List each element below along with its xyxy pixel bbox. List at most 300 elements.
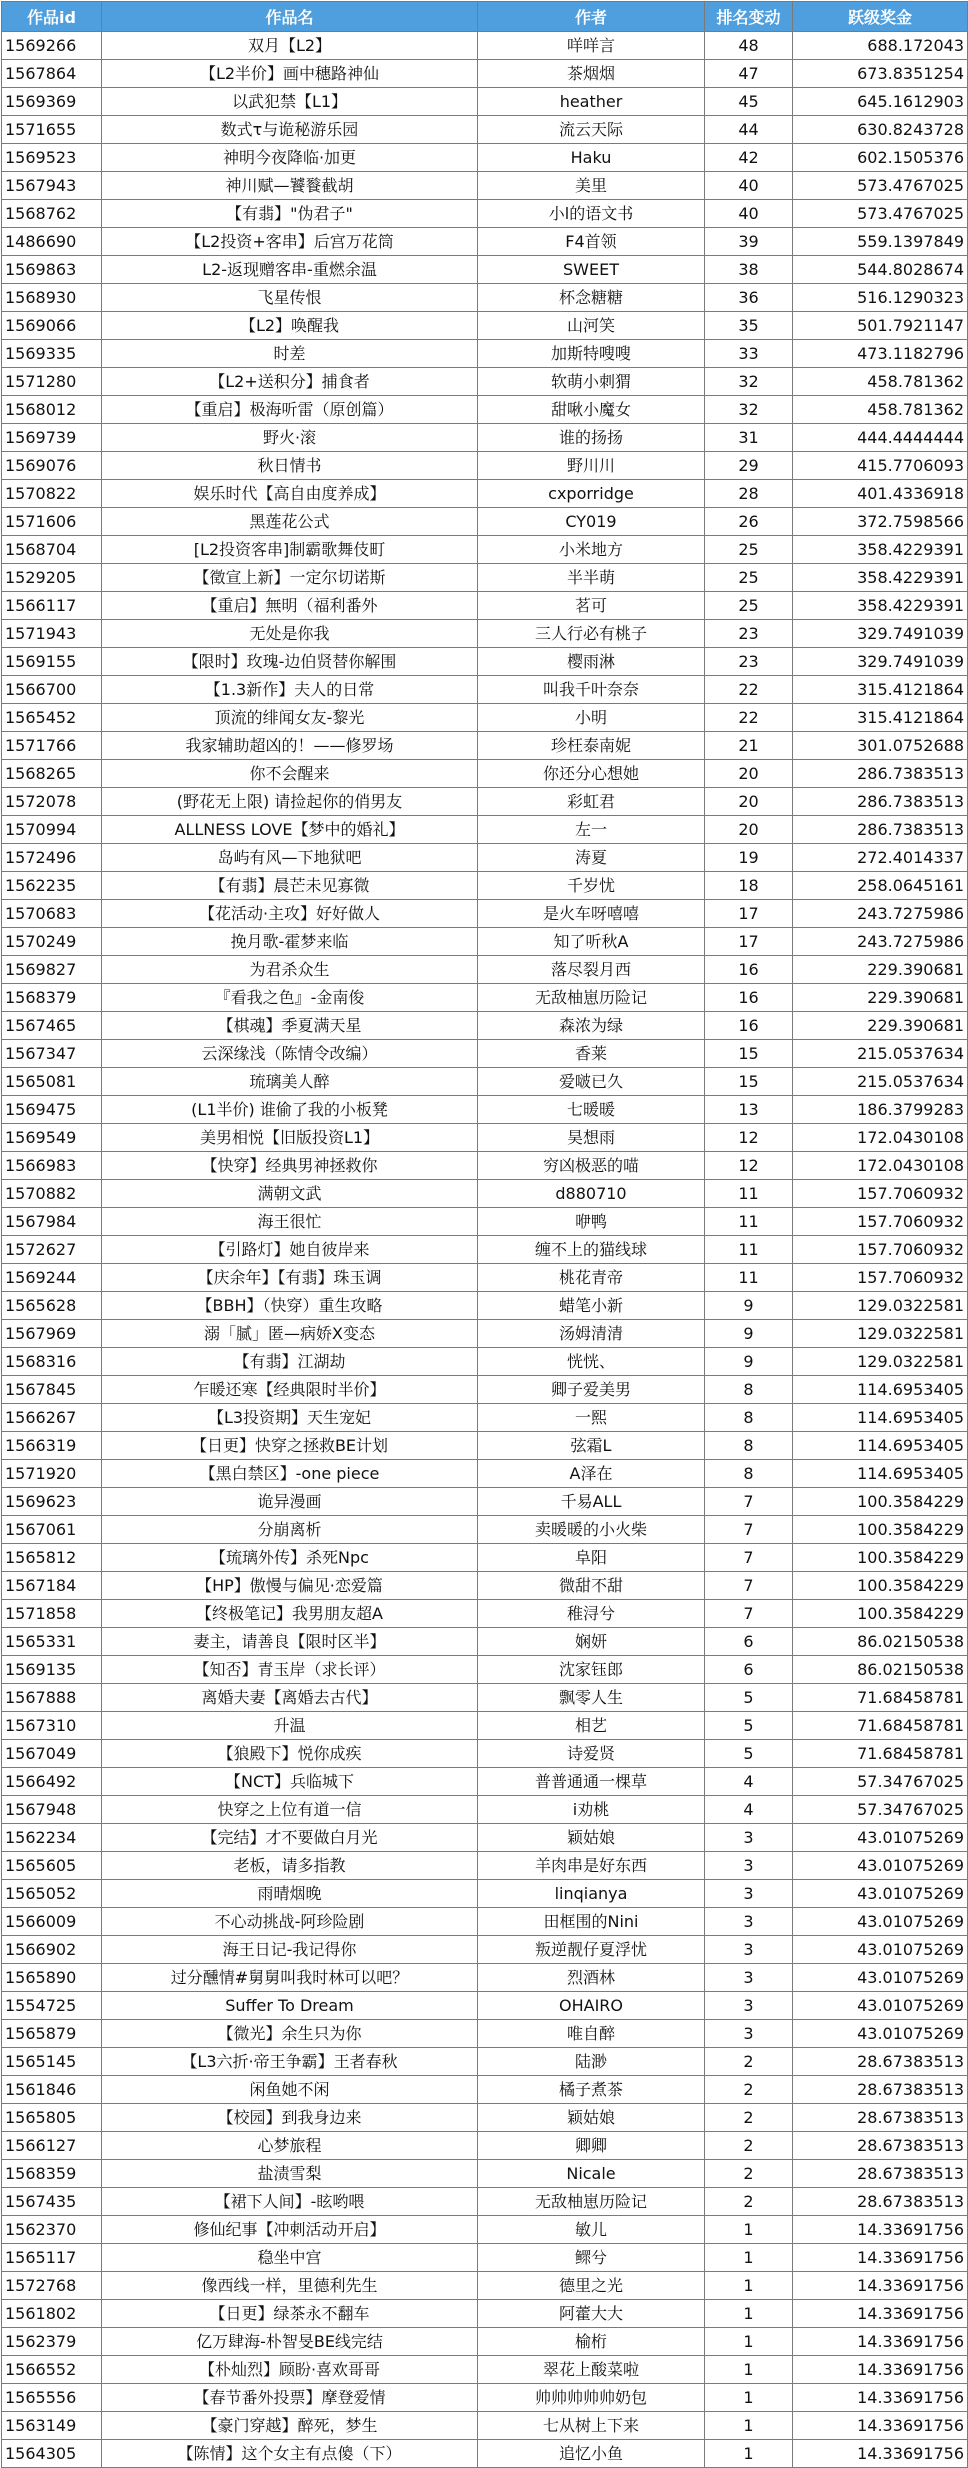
rank-change-cell: 8: [705, 1404, 793, 1432]
work-title-cell: 娱乐时代【高自由度养成】: [102, 480, 478, 508]
rank-change-cell: 1: [705, 2272, 793, 2300]
rank-change-cell: 12: [705, 1152, 793, 1180]
author-cell: 沈家钰郎: [478, 1656, 705, 1684]
author-cell: 叛逆靓仔夏浮忧: [478, 1936, 705, 1964]
work-id-cell: 1567049: [2, 1740, 102, 1768]
rank-change-cell: 11: [705, 1208, 793, 1236]
author-cell: 娴妍: [478, 1628, 705, 1656]
table-row: [2, 2440, 968, 2468]
rank-change-cell: 11: [705, 1236, 793, 1264]
prize-cell: 272.4014337: [793, 844, 968, 872]
work-id-cell: 1569523: [2, 144, 102, 172]
prize-cell: 243.7275986: [793, 928, 968, 956]
work-id-cell: 1569135: [2, 1656, 102, 1684]
table-row: [2, 1376, 968, 1404]
rank-change-cell: 25: [705, 592, 793, 620]
work-id-cell: 1569266: [2, 32, 102, 60]
work-title-cell: 妻主，请善良【限时区半】: [102, 1628, 478, 1656]
work-id-cell: 1571766: [2, 732, 102, 760]
rank-change-cell: 25: [705, 536, 793, 564]
author-cell: 甜啾小魔女: [478, 396, 705, 424]
prize-cell: 157.7060932: [793, 1208, 968, 1236]
work-title-cell: 不心动挑战-阿珍险剧: [102, 1908, 478, 1936]
author-cell: F4首领: [478, 228, 705, 256]
author-cell: cxporridge: [478, 480, 705, 508]
work-title-cell: 双月【L2】: [102, 32, 478, 60]
author-cell: heather: [478, 88, 705, 116]
rank-change-cell: 17: [705, 900, 793, 928]
table-row: [2, 2132, 968, 2160]
author-cell: 知了听秋A: [478, 928, 705, 956]
work-title-cell: 亿万肆海-朴智旻BE线完结: [102, 2328, 478, 2356]
work-id-cell: 1565117: [2, 2244, 102, 2272]
prize-cell: 688.172043: [793, 32, 968, 60]
work-id-cell: 1567943: [2, 172, 102, 200]
rank-change-cell: 2: [705, 2160, 793, 2188]
author-cell: 森浓为绿: [478, 1012, 705, 1040]
work-title-cell: 过分醺情#舅舅叫我时林可以吧？: [102, 1964, 478, 1992]
work-id-cell: 1569335: [2, 340, 102, 368]
work-title-cell: [L2投资客串]制霸歌舞伎町: [102, 536, 478, 564]
work-title-cell: 【重启】無明（福利番外: [102, 592, 478, 620]
work-id-cell: 1569827: [2, 956, 102, 984]
prize-cell: 215.0537634: [793, 1068, 968, 1096]
prize-cell: 286.7383513: [793, 760, 968, 788]
rank-change-cell: 38: [705, 256, 793, 284]
table-row: [2, 2244, 968, 2272]
prize-cell: 86.02150538: [793, 1656, 968, 1684]
rank-change-cell: 2: [705, 2104, 793, 2132]
header-row: [2, 2, 968, 32]
work-id-cell: 1569066: [2, 312, 102, 340]
table-row: [2, 480, 968, 508]
work-id-cell: 1570994: [2, 816, 102, 844]
table-row: [2, 1712, 968, 1740]
rank-change-cell: 1: [705, 2216, 793, 2244]
work-title-cell: 快穿之上位有道一信: [102, 1796, 478, 1824]
work-id-cell: 1569475: [2, 1096, 102, 1124]
author-cell: CY019: [478, 508, 705, 536]
rank-change-cell: 3: [705, 1824, 793, 1852]
work-title-cell: 【微光】余生只为你: [102, 2020, 478, 2048]
table-row: [2, 1292, 968, 1320]
author-cell: 流云天际: [478, 116, 705, 144]
work-title-cell: 【朴灿烈】顾盼·喜欢哥哥: [102, 2356, 478, 2384]
prize-cell: 114.6953405: [793, 1432, 968, 1460]
work-id-cell: 1571606: [2, 508, 102, 536]
table-row: [2, 536, 968, 564]
work-title-cell: 【庆余年】【有翡】珠玉调: [102, 1264, 478, 1292]
rank-change-cell: 1: [705, 2412, 793, 2440]
work-id-cell: 1567864: [2, 60, 102, 88]
prize-cell: 329.7491039: [793, 648, 968, 676]
author-cell: 茶烟烟: [478, 60, 705, 88]
author-cell: 千岁忧: [478, 872, 705, 900]
work-id-cell: 1554725: [2, 1992, 102, 2020]
prize-cell: 100.3584229: [793, 1488, 968, 1516]
rank-change-cell: 7: [705, 1516, 793, 1544]
work-id-cell: 1570882: [2, 1180, 102, 1208]
work-title-cell: 【L3六折·帝王争霸】王者春秋: [102, 2048, 478, 2076]
work-title-cell: 【校园】到我身边来: [102, 2104, 478, 2132]
work-id-cell: 1565145: [2, 2048, 102, 2076]
prize-cell: 129.0322581: [793, 1348, 968, 1376]
table-row: [2, 1488, 968, 1516]
table-row: [2, 2272, 968, 2300]
prize-cell: 157.7060932: [793, 1180, 968, 1208]
work-id-cell: 1565052: [2, 1880, 102, 1908]
work-title-cell: 【知否】青玉岸（求长评）: [102, 1656, 478, 1684]
work-title-cell: 升温: [102, 1712, 478, 1740]
table-row: [2, 564, 968, 592]
prize-cell: 258.0645161: [793, 872, 968, 900]
rank-change-cell: 20: [705, 788, 793, 816]
prize-cell: 315.4121864: [793, 704, 968, 732]
rank-change-cell: 4: [705, 1768, 793, 1796]
table-row: [2, 928, 968, 956]
rank-change-cell: 6: [705, 1628, 793, 1656]
work-id-cell: 1567184: [2, 1572, 102, 1600]
author-cell: 鳏兮: [478, 2244, 705, 2272]
table-row: [2, 704, 968, 732]
rank-change-cell: 23: [705, 648, 793, 676]
rank-change-cell: 11: [705, 1180, 793, 1208]
table-row: [2, 1348, 968, 1376]
header-title: 作品名: [102, 2, 478, 32]
work-title-cell: Suffer To Dream: [102, 1992, 478, 2020]
rank-change-cell: 7: [705, 1488, 793, 1516]
prize-cell: 157.7060932: [793, 1236, 968, 1264]
work-id-cell: 1569244: [2, 1264, 102, 1292]
prize-cell: 501.7921147: [793, 312, 968, 340]
rank-change-cell: 35: [705, 312, 793, 340]
table-row: [2, 732, 968, 760]
rank-change-cell: 20: [705, 760, 793, 788]
rank-change-cell: 9: [705, 1292, 793, 1320]
author-cell: 诗爱贤: [478, 1740, 705, 1768]
work-title-cell: 岛屿有风—下地狱吧: [102, 844, 478, 872]
prize-cell: 602.1505376: [793, 144, 968, 172]
rank-change-cell: 9: [705, 1348, 793, 1376]
table-row: [2, 1096, 968, 1124]
table-row: [2, 2160, 968, 2188]
rank-change-cell: 33: [705, 340, 793, 368]
rank-change-cell: 7: [705, 1544, 793, 1572]
table-row: [2, 1208, 968, 1236]
table-row: [2, 256, 968, 284]
author-cell: 小米地方: [478, 536, 705, 564]
author-cell: 普普通通一棵草: [478, 1768, 705, 1796]
author-cell: A泽在: [478, 1460, 705, 1488]
work-id-cell: 1564305: [2, 2440, 102, 2468]
work-title-cell: 【引路灯】她自彼岸来: [102, 1236, 478, 1264]
author-cell: 山河笑: [478, 312, 705, 340]
table-header: [2, 2, 968, 32]
work-title-cell: L2-返现赠客串-重燃余温: [102, 256, 478, 284]
rank-change-cell: 21: [705, 732, 793, 760]
header-prize: 跃级奖金: [793, 2, 968, 32]
work-title-cell: 神明今夜降临·加更: [102, 144, 478, 172]
table-row: [2, 340, 968, 368]
author-cell: 小l的语文书: [478, 200, 705, 228]
table-row: [2, 872, 968, 900]
work-id-cell: 1566319: [2, 1432, 102, 1460]
work-title-cell: 【日更】绿茶永不翻车: [102, 2300, 478, 2328]
work-id-cell: 1565879: [2, 2020, 102, 2048]
work-id-cell: 1568704: [2, 536, 102, 564]
rank-change-cell: 16: [705, 984, 793, 1012]
prize-cell: 14.33691756: [793, 2300, 968, 2328]
work-title-cell: 【完结】才不要做白月光: [102, 1824, 478, 1852]
rank-change-cell: 3: [705, 1908, 793, 1936]
prize-cell: 444.4444444: [793, 424, 968, 452]
table-row: [2, 1880, 968, 1908]
rank-change-cell: 11: [705, 1264, 793, 1292]
author-cell: 软萌小刺猬: [478, 368, 705, 396]
work-id-cell: 1486690: [2, 228, 102, 256]
work-id-cell: 1567347: [2, 1040, 102, 1068]
rank-change-cell: 8: [705, 1432, 793, 1460]
prize-cell: 28.67383513: [793, 2104, 968, 2132]
prize-cell: 329.7491039: [793, 620, 968, 648]
table-row: [2, 2104, 968, 2132]
rank-change-cell: 1: [705, 2440, 793, 2468]
work-id-cell: 1566552: [2, 2356, 102, 2384]
table-row: [2, 2384, 968, 2412]
prize-cell: 129.0322581: [793, 1292, 968, 1320]
work-title-cell: 黑莲花公式: [102, 508, 478, 536]
author-cell: 帅帅帅帅帅奶包: [478, 2384, 705, 2412]
table-row: [2, 312, 968, 340]
prize-cell: 243.7275986: [793, 900, 968, 928]
author-cell: 樱雨淋: [478, 648, 705, 676]
work-title-cell: 稳坐中宫: [102, 2244, 478, 2272]
work-id-cell: 1566267: [2, 1404, 102, 1432]
rank-change-cell: 3: [705, 2020, 793, 2048]
author-cell: 桃花青帝: [478, 1264, 705, 1292]
table-row: [2, 88, 968, 116]
author-cell: 田框围的Nini: [478, 1908, 705, 1936]
table-row: [2, 760, 968, 788]
author-cell: 无敌柚崽历险记: [478, 984, 705, 1012]
author-cell: 左一: [478, 816, 705, 844]
prize-cell: 71.68458781: [793, 1712, 968, 1740]
work-id-cell: 1567061: [2, 1516, 102, 1544]
work-id-cell: 1568762: [2, 200, 102, 228]
prize-cell: 573.4767025: [793, 172, 968, 200]
table-body: [2, 32, 968, 2468]
author-cell: 陆渺: [478, 2048, 705, 2076]
author-cell: 涛夏: [478, 844, 705, 872]
prize-cell: 645.1612903: [793, 88, 968, 116]
prize-cell: 43.01075269: [793, 1880, 968, 1908]
table-row: [2, 32, 968, 60]
table-row: [2, 676, 968, 704]
author-cell: 茗可: [478, 592, 705, 620]
work-title-cell: 时差: [102, 340, 478, 368]
rank-change-cell: 18: [705, 872, 793, 900]
rank-change-cell: 4: [705, 1796, 793, 1824]
table-row: [2, 900, 968, 928]
work-title-cell: 【棋魂】季夏满天星: [102, 1012, 478, 1040]
table-row: [2, 1012, 968, 1040]
table-row: [2, 508, 968, 536]
work-title-cell: 【NCT】兵临城下: [102, 1768, 478, 1796]
work-id-cell: 1566127: [2, 2132, 102, 2160]
author-cell: 烈酒林: [478, 1964, 705, 1992]
prize-cell: 43.01075269: [793, 2020, 968, 2048]
work-title-cell: 满朝文武: [102, 1180, 478, 1208]
work-title-cell: 【L3投资期】天生宠妃: [102, 1404, 478, 1432]
work-id-cell: 1567845: [2, 1376, 102, 1404]
work-id-cell: 1572496: [2, 844, 102, 872]
rank-change-cell: 29: [705, 452, 793, 480]
work-id-cell: 1569155: [2, 648, 102, 676]
prize-cell: 57.34767025: [793, 1796, 968, 1824]
work-title-cell: 分崩离析: [102, 1516, 478, 1544]
work-title-cell: 【徵宣上新】一定尔切诺斯: [102, 564, 478, 592]
work-title-cell: 【BBH】（快穿）重生攻略: [102, 1292, 478, 1320]
author-cell: 你还分心想她: [478, 760, 705, 788]
author-cell: 是火车呀嘻嘻: [478, 900, 705, 928]
author-cell: 羊肉串是好东西: [478, 1852, 705, 1880]
author-cell: 半半萌: [478, 564, 705, 592]
header-author: 作者: [478, 2, 705, 32]
table-row: [2, 2020, 968, 2048]
work-id-cell: 1567888: [2, 1684, 102, 1712]
work-id-cell: 1568265: [2, 760, 102, 788]
work-title-cell: 雨晴烟晚: [102, 1880, 478, 1908]
work-title-cell: 秋日情书: [102, 452, 478, 480]
table-row: [2, 956, 968, 984]
prize-cell: 43.01075269: [793, 1824, 968, 1852]
work-title-cell: 【L2】唤醒我: [102, 312, 478, 340]
table-row: [2, 2076, 968, 2104]
author-cell: 加斯特嗖嗖: [478, 340, 705, 368]
author-cell: 稚浔兮: [478, 1600, 705, 1628]
prize-cell: 14.33691756: [793, 2384, 968, 2412]
prize-cell: 229.390681: [793, 984, 968, 1012]
rank-change-cell: 5: [705, 1712, 793, 1740]
work-title-cell: 『看我之色』-金南俊: [102, 984, 478, 1012]
table-row: [2, 1152, 968, 1180]
table-row: [2, 452, 968, 480]
author-cell: 卿卿: [478, 2132, 705, 2160]
work-title-cell: 【L2投资+客串】后宫万花筒: [102, 228, 478, 256]
work-title-cell: 海王日记-我记得你: [102, 1936, 478, 1964]
work-id-cell: 1568379: [2, 984, 102, 1012]
author-cell: d880710: [478, 1180, 705, 1208]
work-title-cell: 无处是你我: [102, 620, 478, 648]
prize-cell: 473.1182796: [793, 340, 968, 368]
prize-cell: 286.7383513: [793, 816, 968, 844]
prize-cell: 372.7598566: [793, 508, 968, 536]
rank-change-cell: 9: [705, 1320, 793, 1348]
rank-change-cell: 1: [705, 2384, 793, 2412]
prize-cell: 129.0322581: [793, 1320, 968, 1348]
table-row: [2, 1516, 968, 1544]
prize-cell: 28.67383513: [793, 2132, 968, 2160]
author-cell: 卿子爱美男: [478, 1376, 705, 1404]
rank-change-cell: 2: [705, 2188, 793, 2216]
prize-cell: 114.6953405: [793, 1404, 968, 1432]
rank-change-cell: 40: [705, 172, 793, 200]
header-rank-change: 排名变动: [705, 2, 793, 32]
author-cell: 穷凶极恶的喵: [478, 1152, 705, 1180]
table-row: [2, 228, 968, 256]
author-cell: 翠花上酸菜啦: [478, 2356, 705, 2384]
work-id-cell: 1569076: [2, 452, 102, 480]
work-title-cell: 我家辅助超凶的！——修罗场: [102, 732, 478, 760]
prize-cell: 358.4229391: [793, 564, 968, 592]
work-title-cell: 【重启】极海听雷（原创篇）: [102, 396, 478, 424]
prize-cell: 286.7383513: [793, 788, 968, 816]
work-title-cell: 【黑白禁区】-one piece: [102, 1460, 478, 1488]
work-id-cell: 1566009: [2, 1908, 102, 1936]
work-title-cell: 【花活动·主攻】好好做人: [102, 900, 478, 928]
table-row: [2, 1264, 968, 1292]
rank-change-cell: 32: [705, 396, 793, 424]
rank-change-cell: 36: [705, 284, 793, 312]
author-cell: 三人行必有桃子: [478, 620, 705, 648]
rank-change-cell: 26: [705, 508, 793, 536]
prize-cell: 14.33691756: [793, 2328, 968, 2356]
work-title-cell: 乍暖还寒【经典限时半价】: [102, 1376, 478, 1404]
prize-cell: 14.33691756: [793, 2216, 968, 2244]
prize-cell: 458.781362: [793, 396, 968, 424]
work-title-cell: 心梦旅程: [102, 2132, 478, 2160]
prize-cell: 100.3584229: [793, 1516, 968, 1544]
prize-cell: 157.7060932: [793, 1264, 968, 1292]
table-row: [2, 620, 968, 648]
work-id-cell: 1569369: [2, 88, 102, 116]
work-id-cell: 1567948: [2, 1796, 102, 1824]
table-row: [2, 1796, 968, 1824]
work-title-cell: 【有翡】江湖劫: [102, 1348, 478, 1376]
work-id-cell: 1562370: [2, 2216, 102, 2244]
table-row: [2, 172, 968, 200]
rank-change-cell: 19: [705, 844, 793, 872]
work-title-cell: 【L2半价】画中穗路神仙: [102, 60, 478, 88]
work-title-cell: 神川赋—饕餮截胡: [102, 172, 478, 200]
work-title-cell: 【陈情】这个女主有点傻（下）: [102, 2440, 478, 2468]
work-title-cell: 顶流的绯闻女友-黎光: [102, 704, 478, 732]
rank-change-cell: 8: [705, 1376, 793, 1404]
work-title-cell: 【裙下人间】-眩哟喂: [102, 2188, 478, 2216]
rank-change-cell: 39: [705, 228, 793, 256]
rank-change-cell: 23: [705, 620, 793, 648]
prize-cell: 100.3584229: [793, 1544, 968, 1572]
work-id-cell: 1566700: [2, 676, 102, 704]
author-cell: 颖姑娘: [478, 1824, 705, 1852]
prize-cell: 100.3584229: [793, 1572, 968, 1600]
author-cell: 德里之光: [478, 2272, 705, 2300]
work-id-cell: 1562379: [2, 2328, 102, 2356]
rank-change-cell: 32: [705, 368, 793, 396]
author-cell: 咩咩言: [478, 32, 705, 60]
prize-cell: 28.67383513: [793, 2188, 968, 2216]
rank-change-cell: 45: [705, 88, 793, 116]
prize-cell: 516.1290323: [793, 284, 968, 312]
author-cell: OHAIRO: [478, 1992, 705, 2020]
work-id-cell: 1571920: [2, 1460, 102, 1488]
prize-cell: 544.8028674: [793, 256, 968, 284]
author-cell: 落尽裂月西: [478, 956, 705, 984]
prize-cell: 57.34767025: [793, 1768, 968, 1796]
work-title-cell: 你不会醒来: [102, 760, 478, 788]
work-title-cell: 琉璃美人醉: [102, 1068, 478, 1096]
author-cell: 无敌柚崽历险记: [478, 2188, 705, 2216]
